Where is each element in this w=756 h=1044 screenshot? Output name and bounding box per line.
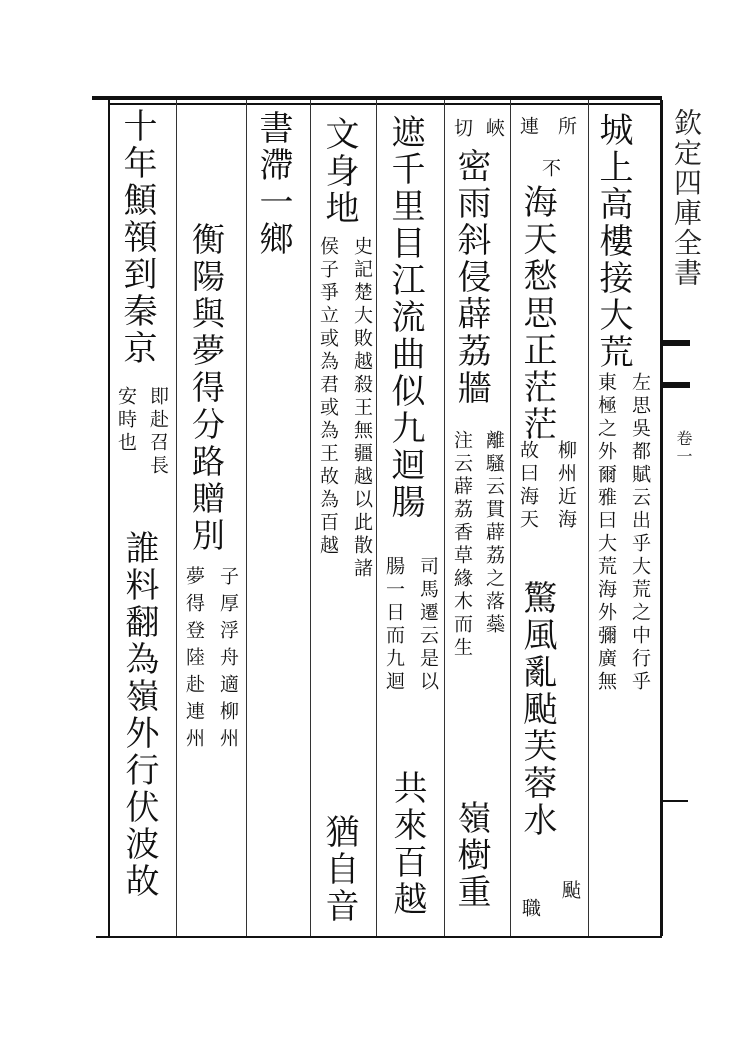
commentary-top-right: 所 bbox=[555, 116, 577, 139]
commentary-top-right: 峽 bbox=[483, 118, 505, 141]
column-divider bbox=[510, 100, 511, 936]
column-divider bbox=[444, 100, 445, 936]
commentary-right: 離騷云貫薜荔之落蘂 bbox=[483, 430, 505, 637]
margin-volume-label: 卷一 bbox=[674, 430, 693, 466]
top-border-inner bbox=[110, 103, 662, 105]
main-text-line: 城上高樓接大荒 bbox=[593, 112, 633, 371]
column-divider bbox=[310, 100, 311, 936]
commentary-right: 颭 bbox=[559, 880, 581, 903]
left-border bbox=[108, 100, 110, 936]
commentary-right: 即赴召長 bbox=[147, 386, 169, 478]
margin-tick bbox=[662, 800, 688, 802]
column-divider bbox=[588, 100, 589, 936]
commentary-left: 注云薜荔香草緣木而生 bbox=[451, 430, 473, 660]
main-text-line: 嶺樹重 bbox=[451, 800, 491, 911]
main-text-line: 誰料翻為嶺外行伏波故 bbox=[119, 530, 159, 900]
commentary-left: 東極之外爾雅曰大荒海外彌廣無 bbox=[595, 372, 617, 694]
commentary-top-left: 切 bbox=[451, 118, 473, 141]
commentary-left: 故曰海天 bbox=[517, 440, 539, 532]
main-text-line: 共來百越 bbox=[387, 770, 427, 918]
main-text-line: 十年顦顇到秦京 bbox=[117, 108, 157, 367]
commentary-top-mid: 不 bbox=[539, 158, 561, 181]
commentary-right: 史記楚大敗越殺王無疆越以此散諸 bbox=[351, 236, 373, 581]
commentary-left: 職 bbox=[519, 898, 541, 921]
main-text-line: 遮千里目江流曲似九迴腸 bbox=[385, 114, 425, 521]
column-divider bbox=[376, 100, 377, 936]
column-divider bbox=[176, 100, 177, 936]
main-text-line: 驚風亂颭芙蓉水 bbox=[517, 580, 557, 839]
commentary-left: 侯子爭立或為君或為王故為百越 bbox=[317, 236, 339, 558]
bottom-border bbox=[96, 936, 662, 938]
commentary-right: 柳州近海 bbox=[555, 440, 577, 532]
main-text-line: 海天愁思正茫茫 bbox=[517, 184, 557, 443]
commentary-left: 腸一日而九迴 bbox=[383, 556, 405, 694]
commentary-left: 夢得登陸赴連州 bbox=[183, 566, 205, 755]
commentary-top-left: 連 bbox=[517, 116, 539, 139]
right-border bbox=[660, 100, 663, 936]
column-divider bbox=[246, 100, 247, 936]
top-border bbox=[92, 96, 662, 100]
commentary-right: 左思吳都賦云出乎大荒之中行乎 bbox=[629, 372, 651, 694]
fish-tail-ornament bbox=[660, 340, 690, 388]
commentary-right: 子厚浮舟適柳州 bbox=[217, 566, 239, 755]
main-text-line: 猶自音 bbox=[319, 814, 359, 925]
commentary-left: 安時也 bbox=[115, 386, 137, 455]
commentary-right: 司馬遷云是以 bbox=[417, 556, 439, 694]
main-text-line: 書滯一鄉 bbox=[253, 110, 293, 258]
poem-title: 衡陽與夢得分路贈別 bbox=[187, 222, 226, 555]
margin-book-title: 欽定四庫全書 bbox=[670, 108, 703, 288]
main-text-line: 文身地 bbox=[319, 116, 359, 227]
main-text-line: 密雨斜侵薜荔牆 bbox=[451, 148, 491, 407]
